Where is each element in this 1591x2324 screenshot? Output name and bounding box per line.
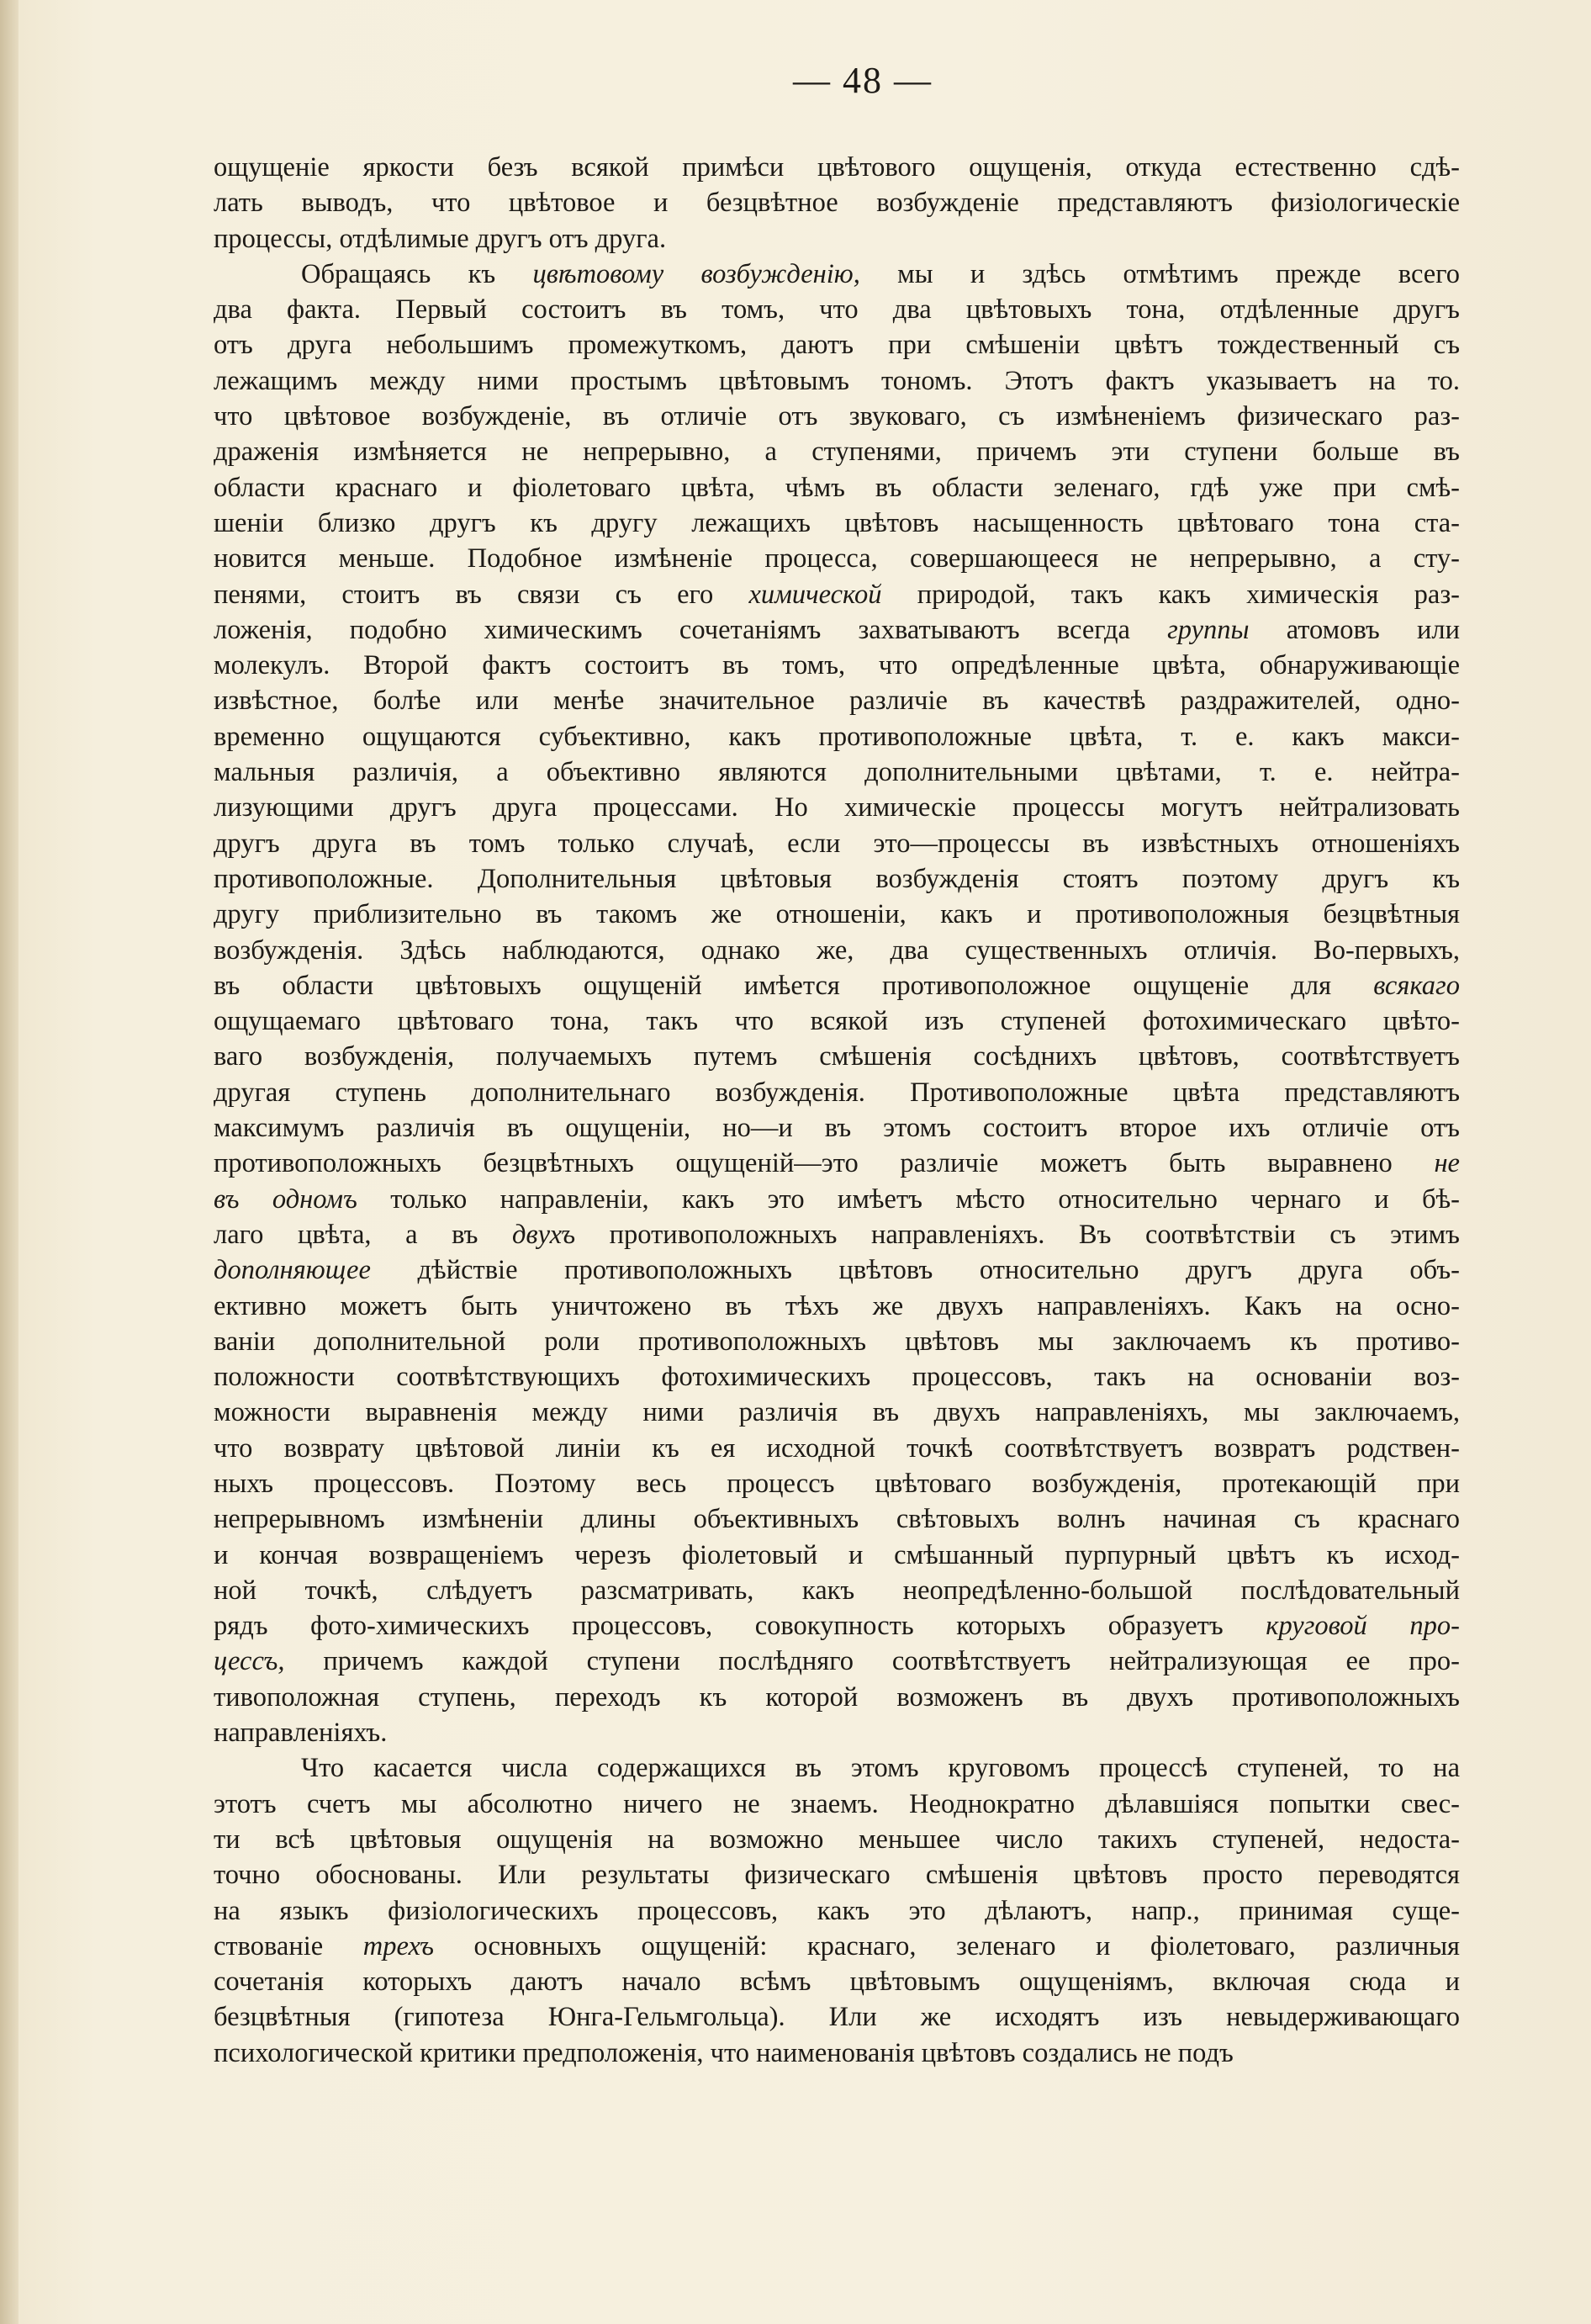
text-line: два факта. Первый состоитъ въ томъ, что два цвѣтовыхъ тона, отдѣленные другъ — [214, 294, 1460, 326]
text-line: молекулъ. Второй фактъ состоитъ въ томъ, что опредѣленные цвѣта, обнаруживающіе — [214, 650, 1460, 681]
text-line: лать выводъ, что цвѣтовое и безцвѣтное возбужденіе представляютъ физіологическіе — [214, 188, 1460, 219]
text-line: другу приблизительно въ такомъ же отношеніи, какъ и противоположныя безцвѣтныя — [214, 899, 1460, 930]
text-line: положности соотвѣтствующихъ фотохимическихъ процессовъ, такъ на основаніи воз- — [214, 1362, 1460, 1393]
text-line: противоположныхъ безцвѣтныхъ ощущеній—это различіе можетъ быть выравнено не — [214, 1148, 1460, 1179]
book-spine-edge — [0, 0, 18, 2324]
emphasis-text: химической — [748, 579, 882, 610]
text-line: ваго возбужденія, получаемыхъ путемъ смѣшенія сосѣднихъ цвѣтовъ, соотвѣтствуетъ — [214, 1041, 1460, 1072]
emphasis-text: трехъ — [362, 1930, 434, 1961]
emphasis-text: дополняющее — [214, 1255, 371, 1286]
text-line: рядъ фото-химическихъ процессовъ, совокупность которыхъ образуетъ круговой про- — [214, 1611, 1460, 1642]
body-text — [214, 150, 1460, 2071]
text-line: ваніи дополнительной роли противоположныхъ цвѣтовъ мы заключаемъ къ противо- — [214, 1326, 1460, 1357]
text-line: ствованіе трехъ основныхъ ощущеній: краснаго, зеленаго и фіолетоваго, различныя — [214, 1930, 1460, 1961]
text-line: ложенія, подобно химическимъ сочетаніямъ захватываютъ всегда группы атомовъ или — [214, 614, 1460, 645]
text-line: въ области цвѣтовыхъ ощущеній имѣется противоположное ощущеніе для всякаго — [214, 970, 1460, 1001]
text-line: направленіяхъ. — [214, 1718, 388, 1749]
emphasis-text: цвѣтовому возбужденію, — [532, 258, 860, 289]
text-line: въ одномъ только направленіи, какъ это имѣетъ мѣсто относительно чернаго и бѣ- — [214, 1183, 1460, 1215]
text-line: ективно можетъ быть уничтожено въ тѣхъ же двухъ направленіяхъ. Какъ на осно- — [214, 1290, 1460, 1321]
text-line: извѣстное, болѣе или менѣе значительное различіе въ качествѣ раздражителей, одно- — [214, 686, 1460, 717]
text-line: что возврату цвѣтовой линіи къ ея исходной точкѣ соотвѣтствуетъ возвратъ родствен- — [214, 1432, 1460, 1464]
text-line: точно обоснованы. Или результаты физическаго смѣшенія цвѣтовъ просто переводятся — [214, 1860, 1460, 1891]
text-line: отъ друга небольшимъ промежуткомъ, даютъ при смѣшеніи цвѣтъ тождественный съ — [214, 330, 1460, 361]
text-line: лежащимъ между ними простымъ цвѣтовымъ тономъ. Этотъ фактъ указываетъ на то. — [214, 365, 1460, 396]
text-line: на языкъ физіологическихъ процессовъ, какъ это дѣлаютъ, напр., принимая суще- — [214, 1895, 1460, 1926]
emphasis-text: не — [1434, 1148, 1460, 1179]
text-line: дополняющее дѣйствіе противоположныхъ цвѣтовъ относительно другъ друга объ- — [214, 1255, 1460, 1286]
emphasis-text: въ одномъ — [214, 1183, 357, 1215]
text-line: ощущаемаго цвѣтоваго тона, такъ что всякой изъ ступеней фотохимическаго цвѣто- — [214, 1006, 1460, 1037]
text-line: тивоположная ступень, переходъ къ которой возможенъ въ двухъ противоположныхъ — [214, 1681, 1460, 1713]
text-line: ти всѣ цвѣтовыя ощущенія на возможно меньшее число такихъ ступеней, недоста- — [214, 1824, 1460, 1855]
text-line: Что касается числа содержащихся въ этомъ круговомъ процессѣ ступеней, то на — [301, 1753, 1460, 1784]
text-line: безцвѣтныя (гипотеза Юнга-Гельмгольца). Или же исходятъ изъ невыдерживающаго — [214, 2002, 1460, 2033]
text-line: психологической критики предположенія, что наименованія цвѣтовъ создались не подъ — [214, 2037, 1234, 2068]
text-line: пенями, стоитъ въ связи съ его химической природой, такъ какъ химическія раз- — [214, 579, 1460, 610]
text-line: ныхъ процессовъ. Поэтому весь процессъ цвѣтоваго возбужденія, протекающій при — [214, 1468, 1460, 1499]
text-line: временно ощущаются субъективно, какъ противоположные цвѣта, т. е. какъ макси- — [214, 721, 1460, 752]
text-line: новится меньше. Подобное измѣненіе процесса, совершающееся не непрерывно, а сту- — [214, 543, 1460, 574]
emphasis-text: всякаго — [1373, 970, 1460, 1001]
text-line: возбужденія. Здѣсь наблюдаются, однако же, два существенныхъ отличія. Во-первыхъ, — [214, 934, 1460, 966]
text-line: и кончая возвращеніемъ черезъ фіолетовый и смѣшанный пурпурный цвѣтъ къ исход- — [214, 1539, 1460, 1570]
page-number: — 48 — — [793, 60, 933, 101]
emphasis-text: двухъ — [512, 1219, 576, 1250]
emphasis-text: цессъ, — [214, 1646, 285, 1677]
text-line: ощущеніе яркости безъ всякой примѣси цвѣтового ощущенія, откуда естественно сдѣ- — [214, 152, 1460, 183]
text-line: драженія измѣняется не непрерывно, а ступенями, причемъ эти ступени больше въ — [214, 437, 1460, 468]
text-line: максимумъ различія въ ощущеніи, но—и въ этомъ состоитъ второе ихъ отличіе отъ — [214, 1113, 1460, 1144]
text-line: процессы, отдѣлимые другъ отъ друга. — [214, 223, 667, 254]
text-line: противоположные. Дополнительныя цвѣтовыя возбужденія стоятъ поэтому другъ къ — [214, 863, 1460, 894]
emphasis-text: группы — [1167, 614, 1250, 645]
emphasis-text: круговой про- — [1266, 1611, 1460, 1642]
text-line: сочетанія которыхъ даютъ начало всѣмъ цвѣтовымъ ощущеніямъ, включая сюда и — [214, 1967, 1460, 1998]
text-line: шеніи близко другъ къ другу лежащихъ цвѣтовъ насыщенность цвѣтоваго тона ста- — [214, 507, 1460, 538]
text-line: Обращаясь къ цвѣтовому возбужденію, мы и здѣсь отмѣтимъ прежде всего — [301, 258, 1460, 289]
text-line: другая ступень дополнительнаго возбужденія. Противоположные цвѣта представляютъ — [214, 1077, 1460, 1108]
text-line: лизующими другъ друга процессами. Но химическіе процессы могутъ нейтрализовать — [214, 792, 1460, 823]
text-line: что цвѣтовое возбужденіе, въ отличіе отъ звуковаго, съ измѣненіемъ физическаго раз- — [214, 401, 1460, 432]
text-line: мальныя различія, а объективно являются дополнительными цвѣтами, т. е. нейтра- — [214, 757, 1460, 788]
text-line: цессъ, причемъ каждой ступени послѣдняго соотвѣтствуетъ нейтрализующая ее про- — [214, 1646, 1460, 1677]
text-line: непрерывномъ измѣненіи длины объективныхъ свѣтовыхъ волнъ начиная съ краснаго — [214, 1504, 1460, 1535]
text-line: ной точкѣ, слѣдуетъ разсматривать, какъ неопредѣленно-большой послѣдовательный — [214, 1575, 1460, 1606]
text-line: области краснаго и фіолетоваго цвѣта, чѣмъ въ области зеленаго, гдѣ уже при смѣ- — [214, 472, 1460, 503]
text-line: можности выравненія между ними различія въ двухъ направленіяхъ, мы заключаемъ, — [214, 1397, 1460, 1428]
text-line: этотъ счетъ мы абсолютно ничего не знаемъ. Неоднократно дѣлавшіяся попытки свес- — [214, 1788, 1460, 1819]
text-line: лаго цвѣта, а въ двухъ противоположныхъ направленіяхъ. Въ соотвѣтствіи съ этимъ — [214, 1219, 1460, 1250]
text-line: другъ друга въ томъ только случаѣ, если это—процессы въ извѣстныхъ отношеніяхъ — [214, 828, 1460, 859]
